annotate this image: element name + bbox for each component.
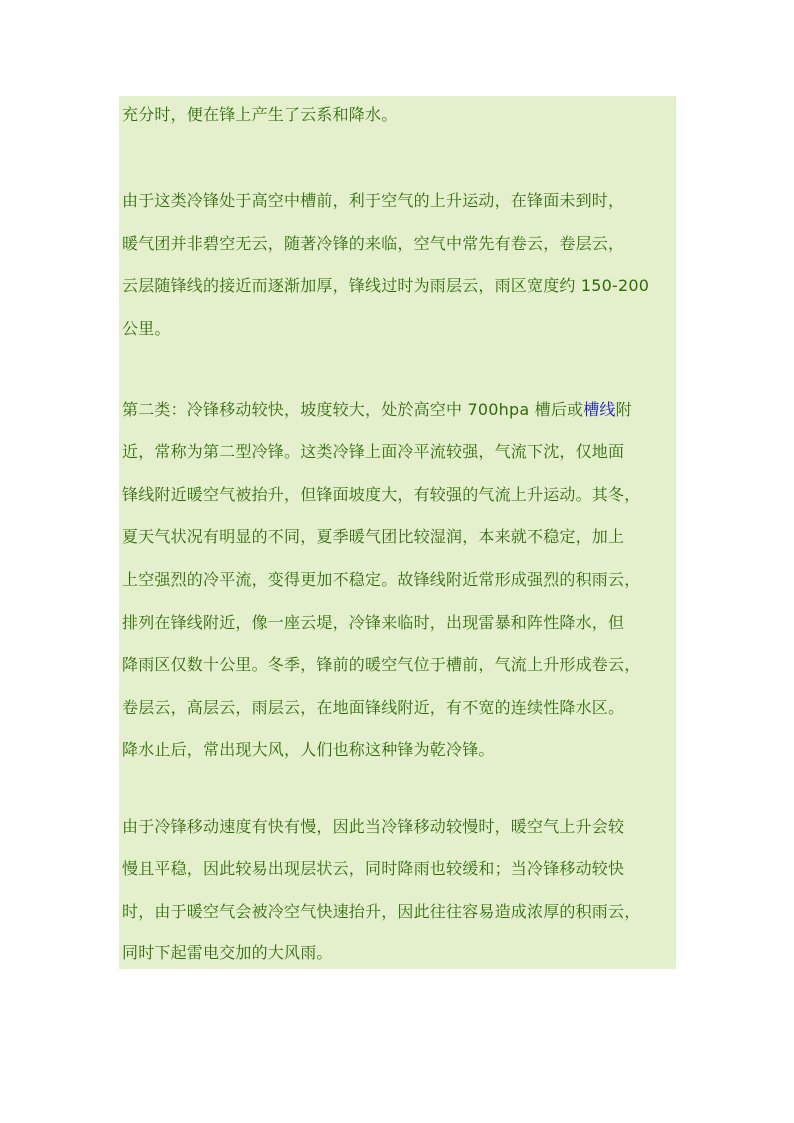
paragraph-4-line-4: 同时下起雷电交加的大风雨。: [122, 943, 333, 962]
paragraph-1-line-1: 充分时，便在锋上产生了云系和降水。: [122, 105, 398, 124]
paragraph-2-line-2: 暖气团并非碧空无云，随著冷锋的来临，空气中常先有卷云，卷层云，: [122, 234, 625, 253]
paragraph-3-line-8: 卷层云，高层云，雨层云，在地面锋线附近，有不宽的连续性降水区。: [122, 698, 625, 717]
paragraph-3-line-9: 降水止后，常出现大风，人们也称这种锋为乾冷锋。: [122, 740, 495, 759]
paragraph-3-line-4: 夏天气状况有明显的不同，夏季暖气团比较湿润，本来就不稳定，加上: [122, 527, 625, 546]
paragraph-3-line-7: 降雨区仅数十公里。冬季，锋前的暖空气位于槽前，气流上升形成卷云，: [122, 655, 641, 674]
paragraph-3-line-1-text-before-link: 第二类：冷锋移动较快，坡度较大，处於高空中 700hpa 槽后或: [122, 400, 584, 419]
paragraph-2-line-1: 由于这类冷锋处于高空中槽前，利于空气的上升运动，在锋面未到时，: [122, 191, 625, 210]
paragraph-3-line-6: 排列在锋线附近，像一座云堤，冷锋来临时，出现雷暴和阵性降水，但: [122, 613, 625, 632]
paragraph-4-line-1: 由于冷锋移动速度有快有慢，因此当冷锋移动较慢时，暖空气上升会较: [122, 817, 625, 836]
trough-line-link[interactable]: 槽线: [583, 400, 616, 419]
paragraph-3-line-1-text-after-link: 附: [615, 400, 632, 419]
paragraph-2-line-3: 云层随锋线的接近而逐渐加厚，锋线过时为雨层云，雨区宽度约 150-200: [122, 276, 650, 295]
paragraph-4-line-2: 慢且平稳，因此较易出现层状云，同时降雨也较缓和；当冷锋移动较快: [122, 859, 625, 878]
paragraph-2-line-4: 公里。: [122, 319, 171, 338]
paragraph-3-line-2: 近，常称为第二型冷锋。这类冷锋上面冷平流较强，气流下沈，仅地面: [122, 442, 625, 461]
paragraph-3-line-3: 锋线附近暖空气被抬升，但锋面坡度大，有较强的气流上升运动。其冬，: [122, 485, 641, 504]
paragraph-4-line-3: 时，由于暖空气会被冷空气快速抬升，因此往往容易造成浓厚的积雨云，: [122, 902, 641, 921]
paragraph-3-line-5: 上空强烈的冷平流，变得更加不稳定。故锋线附近常形成强烈的积雨云，: [122, 570, 641, 589]
document-text-block: [119, 96, 676, 969]
paragraph-3-line-1: [122, 398, 632, 422]
